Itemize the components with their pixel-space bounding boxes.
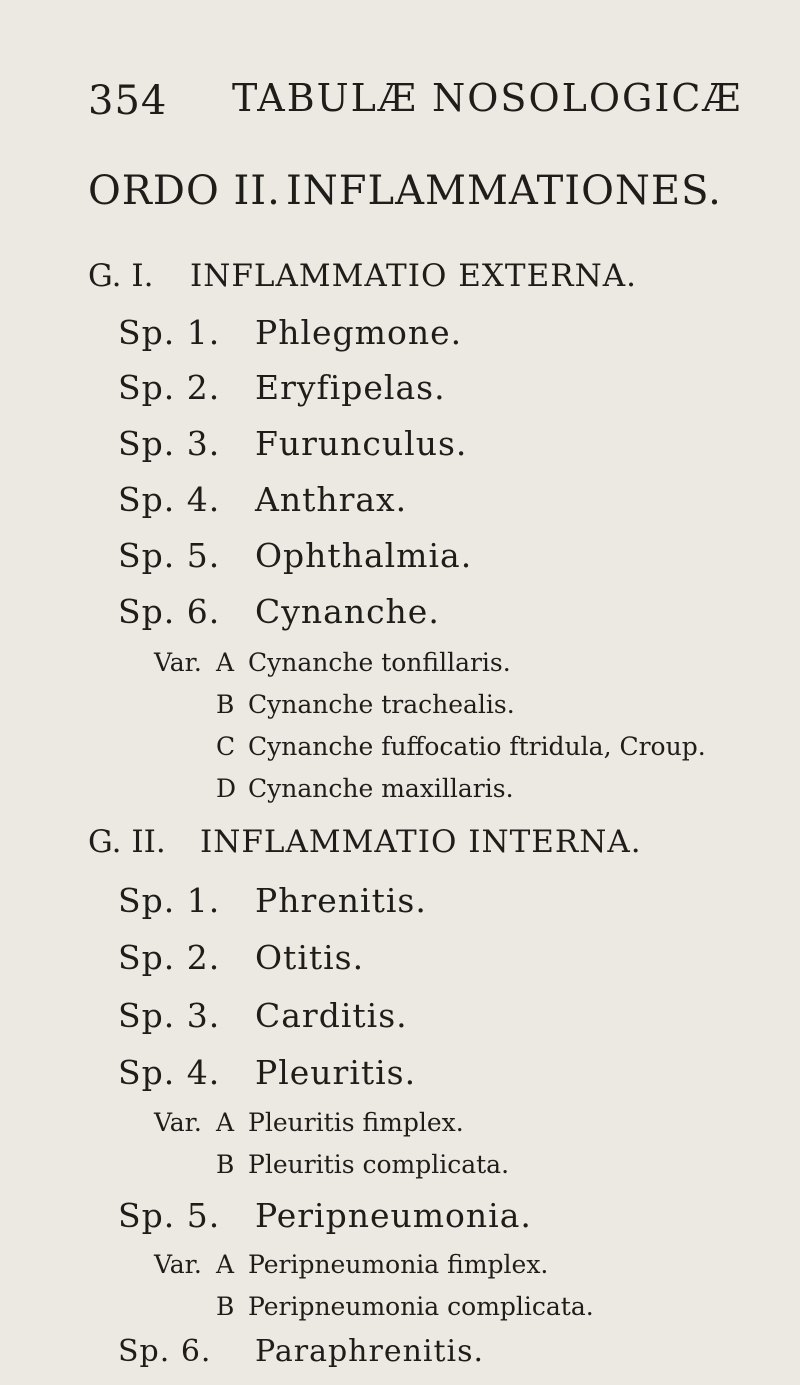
species-label: Sp. 2.	[118, 938, 221, 977]
species-label: Sp. 5.	[118, 1196, 221, 1235]
species-name: Otitis.	[255, 938, 365, 977]
species-name: Phlegmone.	[255, 313, 463, 352]
genus-label: G. I.	[88, 258, 154, 294]
variety-letter: B	[216, 1292, 235, 1321]
order-title: INFLAMMATIONES.	[286, 168, 722, 214]
variety-name: Pleuritis complicata.	[248, 1150, 510, 1179]
species-name: Cynanche.	[255, 592, 440, 631]
variety-letter: A	[216, 1108, 235, 1137]
species-label: Sp. 4.	[118, 480, 221, 519]
variety-name: Cynanche fuffocatio ftridula, Croup.	[248, 732, 706, 761]
species-label: Sp. 6.	[118, 1334, 212, 1369]
variety-label: Var.	[154, 648, 202, 677]
species-name: Ophthalmia.	[255, 536, 473, 575]
variety-label: Var.	[154, 1250, 202, 1279]
species-name: Carditis.	[255, 996, 408, 1035]
species-label: Sp. 1.	[118, 881, 221, 920]
species-name: Paraphrenitis.	[255, 1334, 485, 1369]
species-name: Eryfipelas.	[255, 368, 446, 407]
species-label: Sp. 2.	[118, 368, 221, 407]
genus-label: G. II.	[88, 824, 166, 860]
variety-name: Peripneumonia fimplex.	[248, 1250, 549, 1279]
species-label: Sp. 1.	[118, 313, 221, 352]
variety-name: Cynanche trachealis.	[248, 690, 515, 719]
species-name: Furunculus.	[255, 424, 468, 463]
species-label: Sp. 6.	[118, 592, 221, 631]
variety-name: Peripneumonia complicata.	[248, 1292, 594, 1321]
species-label: Sp. 3.	[118, 996, 221, 1035]
variety-name: Pleuritis fimplex.	[248, 1108, 464, 1137]
species-label: Sp. 5.	[118, 536, 221, 575]
variety-letter: A	[216, 648, 235, 677]
page-number: 354	[88, 78, 168, 124]
species-name: Pleuritis.	[255, 1053, 417, 1092]
species-name: Phrenitis.	[255, 881, 427, 920]
species-name: Anthrax.	[255, 480, 408, 519]
order-label: ORDO II.	[88, 168, 281, 214]
variety-name: Cynanche tonfillaris.	[248, 648, 511, 677]
variety-letter: C	[216, 732, 236, 761]
variety-letter: B	[216, 1150, 235, 1179]
variety-label: Var.	[154, 1108, 202, 1137]
variety-letter: B	[216, 690, 235, 719]
variety-letter: D	[216, 774, 237, 803]
species-label: Sp. 4.	[118, 1053, 221, 1092]
variety-letter: A	[216, 1250, 235, 1279]
running-title: TABULÆ NOSOLOGICÆ	[232, 76, 743, 120]
species-label: Sp. 3.	[118, 424, 221, 463]
genus-title: INFLAMMATIO EXTERNA.	[190, 258, 637, 294]
species-name: Peripneumonia.	[255, 1196, 532, 1235]
genus-title: INFLAMMATIO INTERNA.	[200, 824, 642, 860]
variety-name: Cynanche maxillaris.	[248, 774, 514, 803]
